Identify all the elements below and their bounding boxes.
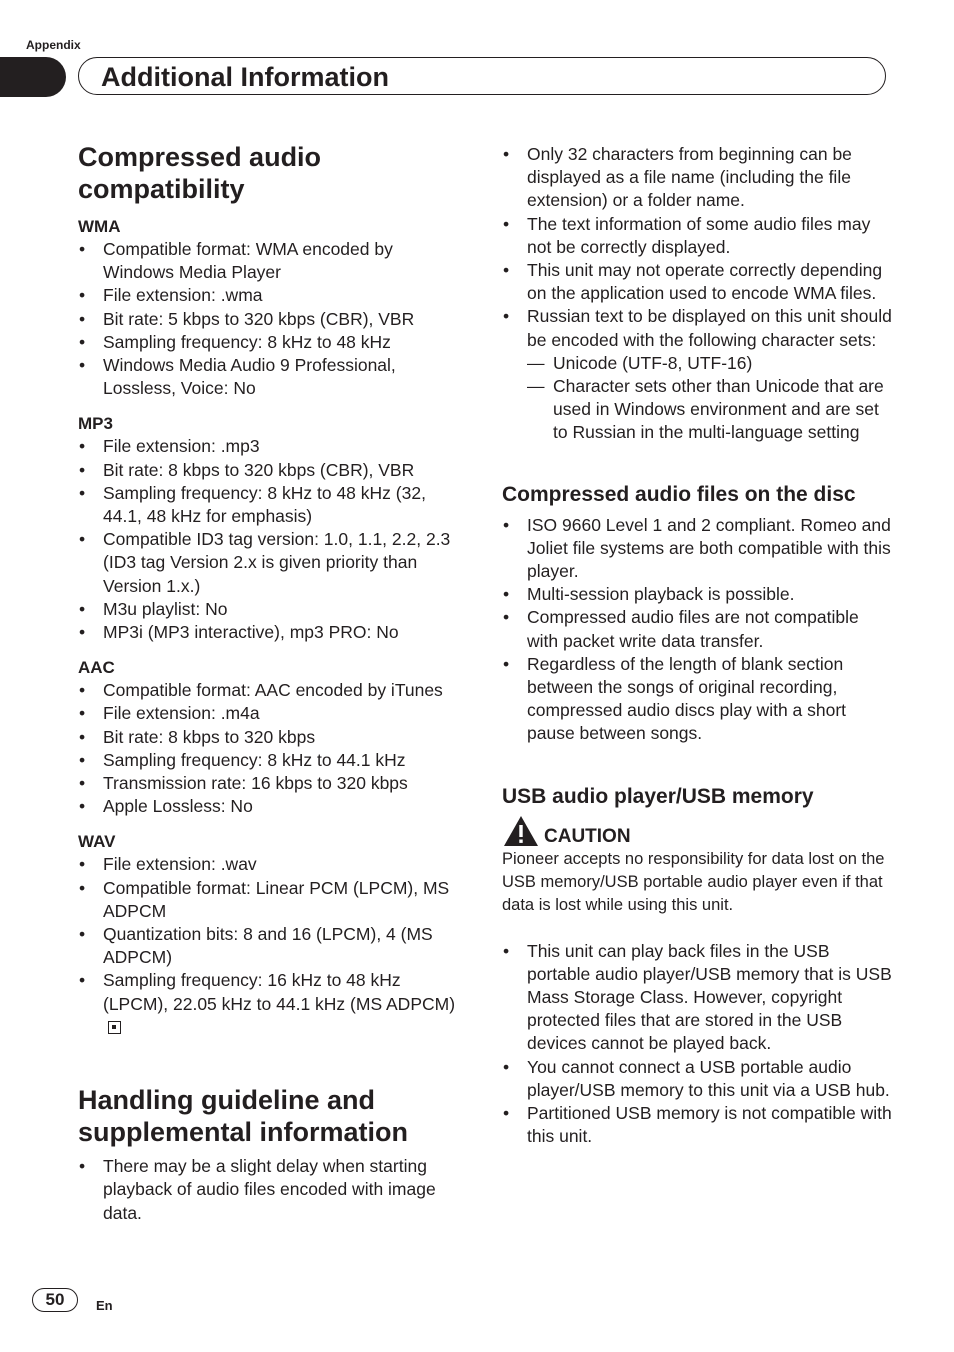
list-item: • Only 32 characters from beginning can be displayed as a file name (including the file extension) or a folder name.: [502, 143, 894, 213]
page-number: 50: [32, 1288, 78, 1312]
list-item: • M3u playlist: No: [78, 598, 468, 621]
list-item: • There may be a slight delay when starting playback of audio files encoded with image data.: [78, 1155, 468, 1225]
list-item-text: Sampling frequency: 16 kHz to 48 kHz (LPCM), 22.05 kHz to 44.1 kHz (MS ADPCM): [103, 970, 456, 1014]
list-item: • File extension: .wma: [78, 284, 468, 307]
caution-label: CAUTION: [544, 825, 631, 847]
wav-list: [78, 853, 468, 1039]
end-of-section-icon: [108, 1021, 121, 1034]
left-column: [78, 140, 468, 1225]
list-item: • Multi-session playback is possible.: [502, 583, 894, 606]
list-item: • Bit rate: 8 kbps to 320 kbps: [78, 726, 468, 749]
appendix-label: Appendix: [26, 38, 81, 52]
list-item: • Compressed audio files are not compatible with packet write data transfer.: [502, 606, 894, 652]
list-item: • File extension: .wav: [78, 853, 468, 876]
mp3-list: [78, 435, 468, 644]
list-item: • This unit may not operate correctly depending on the application used to encode WMA files.: [502, 259, 894, 305]
list-item: • Regardless of the length of blank section between the songs of original recording, compressed audio discs play with a short pause between songs.: [502, 653, 894, 746]
list-item: • Compatible format: WMA encoded by Windows Media Player: [78, 238, 468, 284]
caution-text: Pioneer accepts no responsibility for data lost on the USB memory/USB portable audio player even if that data is lost while using this unit.: [502, 849, 885, 914]
usb-title: USB audio player/USB memory: [502, 784, 814, 808]
list-item: • This unit can play back files in the USB portable audio player/USB memory that is USB Mass Storage Class. However, copyright protected files that are stored in the USB devices cannot be played back.: [502, 940, 894, 1056]
list-item: • Sampling frequency: 8 kHz to 48 kHz: [78, 331, 468, 354]
list-item: • File extension: .m4a: [78, 702, 468, 725]
section-title: Additional Information: [101, 62, 389, 92]
handling-list: [78, 1155, 468, 1225]
list-item: • Apple Lossless: No: [78, 795, 468, 818]
warning-icon: [502, 814, 540, 848]
list-item: • File extension: .mp3: [78, 435, 468, 458]
section-tab-marker: [0, 57, 66, 97]
list-item: • Compatible ID3 tag version: 1.0, 1.1, 2.2, 2.3 (ID3 tag Version 2.x is given priority than Version 1.x.): [78, 528, 468, 598]
mp3-heading: MP3: [78, 414, 113, 434]
language-label: En: [96, 1298, 113, 1313]
list-item: [78, 969, 468, 1039]
disc-files-title: Compressed audio files on the disc: [502, 482, 856, 506]
charset-item: — Character sets other than Unicode that are used in Windows environment and are set to Russian in the multi-language setting: [502, 375, 894, 445]
list-item: • Bit rate: 5 kbps to 320 kbps (CBR), VBR: [78, 308, 468, 331]
list-item: • You cannot connect a USB portable audio player/USB memory to this unit via a USB hub.: [502, 1056, 894, 1102]
compressed-audio-title: Compressed audio compatibility: [78, 142, 322, 204]
list-item: • Bit rate: 8 kbps to 320 kbps (CBR), VBR: [78, 459, 468, 482]
list-item: • The text information of some audio files may not be correctly displayed.: [502, 213, 894, 259]
list-item: • Compatible format: Linear PCM (LPCM), MS ADPCM: [78, 877, 468, 923]
aac-heading: AAC: [78, 658, 115, 678]
list-item: • Compatible format: AAC encoded by iTunes: [78, 679, 468, 702]
list-item: • Quantization bits: 8 and 16 (LPCM), 4 (MS ADPCM): [78, 923, 468, 969]
wma-list: [78, 238, 468, 400]
notes-list: [502, 143, 894, 445]
list-item: • Russian text to be displayed on this unit should be encoded with the following character sets:: [502, 305, 894, 351]
list-item: • Partitioned USB memory is not compatible with this unit.: [502, 1102, 894, 1148]
list-item: • MP3i (MP3 interactive), mp3 PRO: No: [78, 621, 468, 644]
list-item: • Windows Media Audio 9 Professional, Lossless, Voice: No: [78, 354, 468, 400]
handling-guideline-title: Handling guideline and supplemental information: [78, 1085, 409, 1148]
wav-heading: WAV: [78, 832, 116, 852]
list-item: • Sampling frequency: 8 kHz to 44.1 kHz: [78, 749, 468, 772]
section-header: [78, 57, 886, 95]
aac-list: [78, 679, 468, 818]
caution-row: [502, 814, 894, 848]
list-item: • ISO 9660 Level 1 and 2 compliant. Romeo and Joliet file systems are both compatible with this player.: [502, 514, 894, 584]
list-item: • Transmission rate: 16 kbps to 320 kbps: [78, 772, 468, 795]
usb-list: [502, 940, 894, 1149]
right-column: [502, 143, 894, 1149]
disc-list: [502, 514, 894, 746]
list-item: • Sampling frequency: 8 kHz to 48 kHz (32, 44.1, 48 kHz for emphasis): [78, 482, 468, 528]
charset-item: — Unicode (UTF-8, UTF-16): [502, 352, 894, 375]
wma-heading: WMA: [78, 217, 121, 236]
